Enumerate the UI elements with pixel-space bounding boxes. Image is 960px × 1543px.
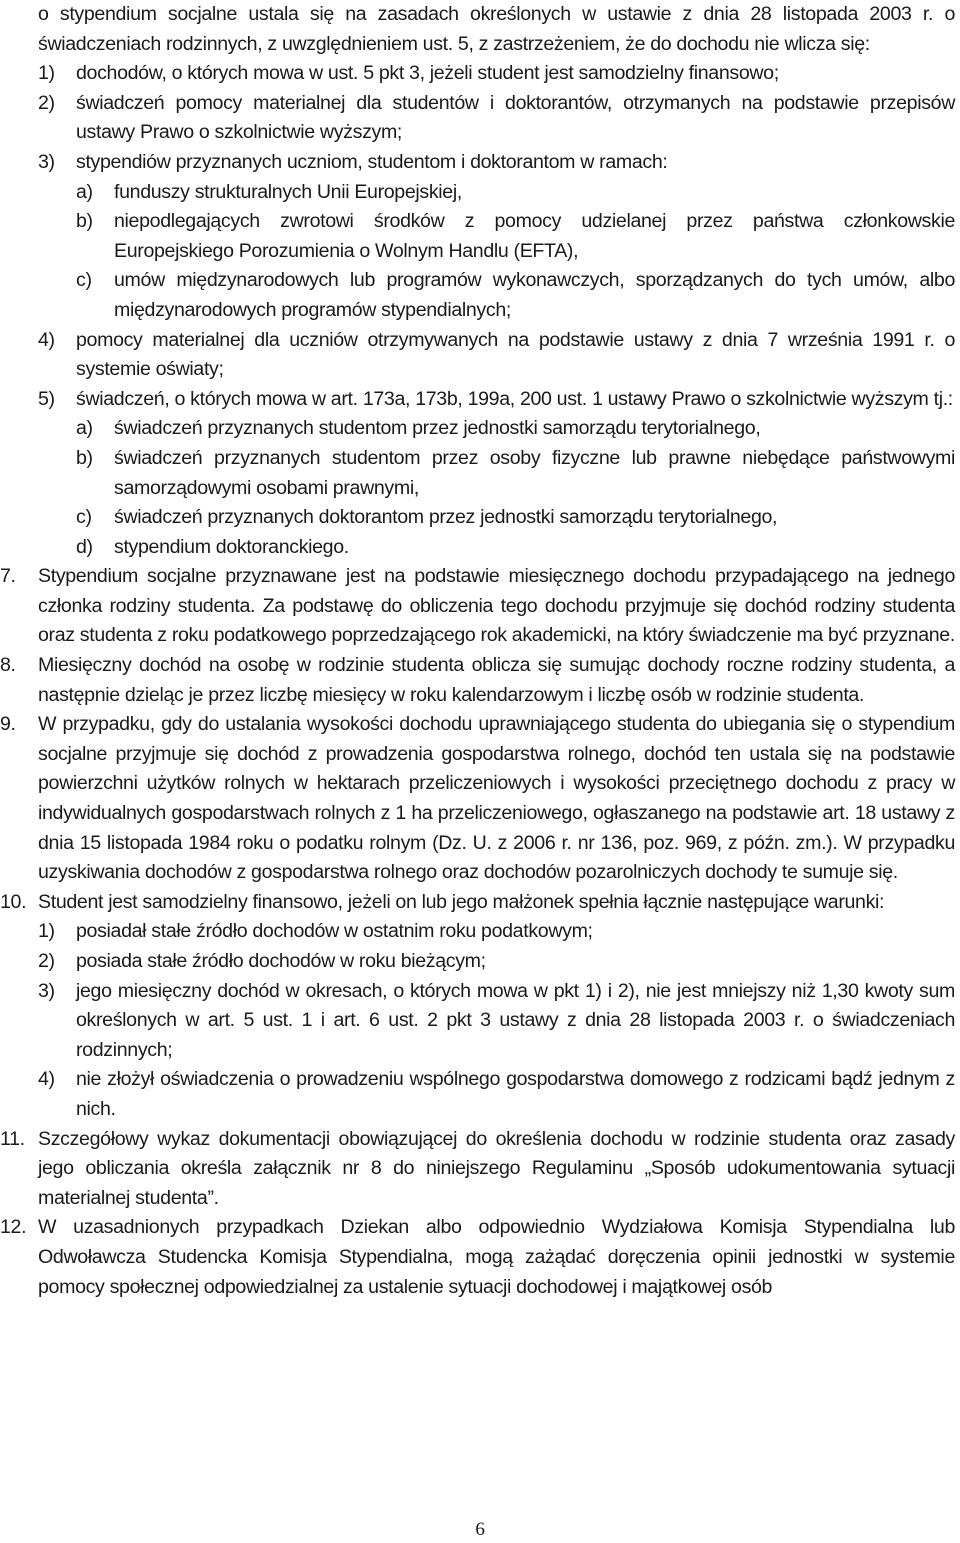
list-marker: 2): [38, 950, 55, 972]
numbered-paragraph: [0, 710, 955, 888]
list-item: [0, 385, 955, 415]
list-item: [0, 917, 955, 947]
list-item: [0, 947, 955, 977]
list-item: [0, 148, 955, 178]
numbered-paragraph: [0, 1125, 955, 1214]
list-item-text: posiadał stałe źródło dochodów w ostatnim roku podatkowym;: [76, 920, 593, 943]
list-item-text: świadczeń, o których mowa w art. 173a, 173b, 199a, 200 ust. 1 ustawy Prawo o szkolnictwie wyższym tj.:: [76, 387, 953, 410]
sub-list-item-text: funduszy strukturalnych Unii Europejskiej,: [114, 180, 462, 203]
list-item-text: jego miesięczny dochód w okresach, o których mowa w pkt 1) i 2), nie jest mniejszy niż 1,30 kwoty sum określonych w art. 5 ust. 1 i art. 6 ust. 2 pkt 3 ustawy z dnia 28 listopada 2003 r. o świadczeniach rodzinnych;: [76, 979, 955, 1061]
sub-list-item-text: świadczeń przyznanych doktorantom przez jednostki samorządu terytorialnego,: [114, 506, 778, 529]
sub-list-marker: c): [76, 269, 92, 292]
paragraph-number: 12.: [0, 1216, 27, 1239]
list-item-text: pomocy materialnej dla uczniów otrzymywanych na podstawie ustawy z dnia 7 września 1991 r. o systemie oświaty;: [76, 328, 955, 381]
list-marker: 5): [38, 387, 55, 410]
list-item: [0, 1065, 955, 1124]
list-marker: 4): [38, 328, 55, 351]
list-item-text: dochodów, o których mowa w ust. 5 pkt 3, jeżeli student jest samodzielny finansowo;: [76, 62, 779, 85]
sub-list-marker: a): [76, 417, 93, 440]
list-item-text: nie złożył oświadczenia o prowadzeniu wspólnego gospodarstwa domowego z rodzicami bądź jednym z nich.: [76, 1068, 955, 1120]
sub-list-item-text: świadczeń przyznanych studentom przez osoby fizyczne lub prawne niebędące państwowymi samorządowymi osobami prawnymi,: [114, 446, 955, 499]
list-item-text: posiada stałe źródło dochodów w roku bieżącym;: [76, 950, 486, 972]
sub-list-marker: c): [76, 506, 92, 529]
paragraph-text: Miesięczny dochód na osobę w rodzinie studenta oblicza się sumując dochody roczne rodziny studenta, a następnie dzieląc je przez liczbę miesięcy w roku kalendarzowym i liczbę osób w rodzinie studenta.: [38, 654, 955, 706]
sub-list-marker: b): [76, 210, 93, 233]
sub-list-item-text: umów międzynarodowych lub programów wykonawczych, sporządzanych do tych umów, albo międzynarodowych programów stypendialnych;: [114, 269, 955, 321]
sub-list-marker: b): [76, 446, 93, 469]
paragraph-number: 9.: [0, 713, 16, 736]
numbered-paragraph: [0, 651, 955, 710]
list-item: [0, 89, 955, 148]
list-item: [0, 977, 955, 1066]
paragraph-text: Stypendium socjalne przyznawane jest na podstawie miesięcznego dochodu przypadającego na jednego członka rodziny studenta. Za podstawę do obliczenia tego dochodu przyjmuje się dochód rodziny studenta oraz studenta z roku podatkowego poprzedzającego rok akademicki, na który świadczenie ma być przyznane.: [38, 565, 955, 647]
sub-list-item-text: stypendium doktoranckiego.: [114, 535, 349, 558]
list-marker: 3): [38, 150, 55, 173]
list-item-text: stypendiów przyznanych uczniom, studentom i doktorantom w ramach:: [76, 150, 668, 173]
sub-list-item: [0, 266, 955, 325]
numbered-paragraph: [0, 888, 955, 918]
page-number: 6: [475, 1519, 485, 1540]
sub-list-item: [0, 178, 955, 208]
paragraph-text: Student jest samodzielny finansowo, jeżeli on lub jego małżonek spełnia łącznie następujące warunki:: [38, 890, 885, 913]
list-item-text: świadczeń pomocy materialnej dla studentów i doktorantów, otrzymanych na podstawie przepisów ustawy Prawo o szkolnictwie wyższym;: [76, 91, 955, 144]
list-marker: 3): [38, 979, 55, 1002]
sub-list-item-text: niepodlegających zwrotowi środków z pomocy udzielanej przez państwa członkowskie Europejskiego Porozumienia o Wolnym Handlu (EFTA),: [114, 210, 955, 262]
list-marker: 2): [38, 91, 55, 114]
sub-list-item: [0, 444, 955, 503]
sub-list-item: [0, 503, 955, 533]
numbered-paragraph: [0, 1213, 955, 1302]
paragraph-text: Szczegółowy wykaz dokumentacji obowiązującej do określenia dochodu w rodzinie studenta oraz zasady jego obliczania określa załącznik nr 8 do niniejszego Regulaminu „Sposób udokumentowania sytuacji materialnej studenta”.: [38, 1127, 955, 1209]
list-marker: 1): [38, 920, 55, 943]
paragraph-text: W uzasadnionych przypadkach Dziekan albo odpowiednio Wydziałowa Komisja Stypendialna lub Odwoławcza Studencka Komisja Stypendialna, mogą zażądać doręczenia opinii jednostki w systemie pomocy społecznej odpowiedzialnej za ustalenie sytuacji dochodowej i majątkowej osób: [38, 1216, 955, 1298]
paragraph-number: 8.: [0, 654, 16, 677]
list-item: [0, 59, 955, 89]
sub-list-marker: a): [76, 180, 93, 203]
sub-list-marker: d): [76, 535, 93, 558]
list-marker: 4): [38, 1068, 55, 1091]
paragraph-text: W przypadku, gdy do ustalania wysokości dochodu uprawniającego studenta do ubiegania się o stypendium socjalne przyjmuje się dochód z prowadzenia gospodarstwa rolnego, dochód ten ustala się na podstawie powierzchni użytków rolnych w hektarach przeliczeniowych i wysokości przeciętnego dochodu z pracy w indywidualnych gospodarstwach rolnych z 1 ha przeliczeniowego, ogłaszanego na podstawie art. 18 ustawy z dnia 15 listopada 1984 roku o podatku rolnym (Dz. U. z 2006 r. nr 136, poz. 969, z późn. zm.). W przypadku uzyskiwania dochodów z gospodarstwa rolnego oraz dochodów pozarolniczych dochody te sumuje się.: [38, 713, 955, 884]
paragraph-number: 10.: [0, 890, 27, 913]
paragraph-number: 7.: [0, 565, 16, 588]
intro-paragraph: o stypendium socjalne ustala się na zasadach określonych w ustawie z dnia 28 listopada 2003 r. o świadczeniach rodzinnych, z uwzględnieniem ust. 5, z zastrzeżeniem, że do dochodu nie wlicza się:: [38, 3, 955, 55]
list-marker: 1): [38, 62, 55, 85]
list-item: [0, 326, 955, 385]
sub-list-item-text: świadczeń przyznanych studentom przez jednostki samorządu terytorialnego,: [114, 417, 761, 440]
sub-list-item: [0, 533, 955, 563]
sub-list-item: [0, 207, 955, 266]
numbered-paragraph: [0, 562, 955, 651]
paragraph-number: 11.: [0, 1127, 25, 1150]
sub-list-item: [0, 414, 955, 444]
